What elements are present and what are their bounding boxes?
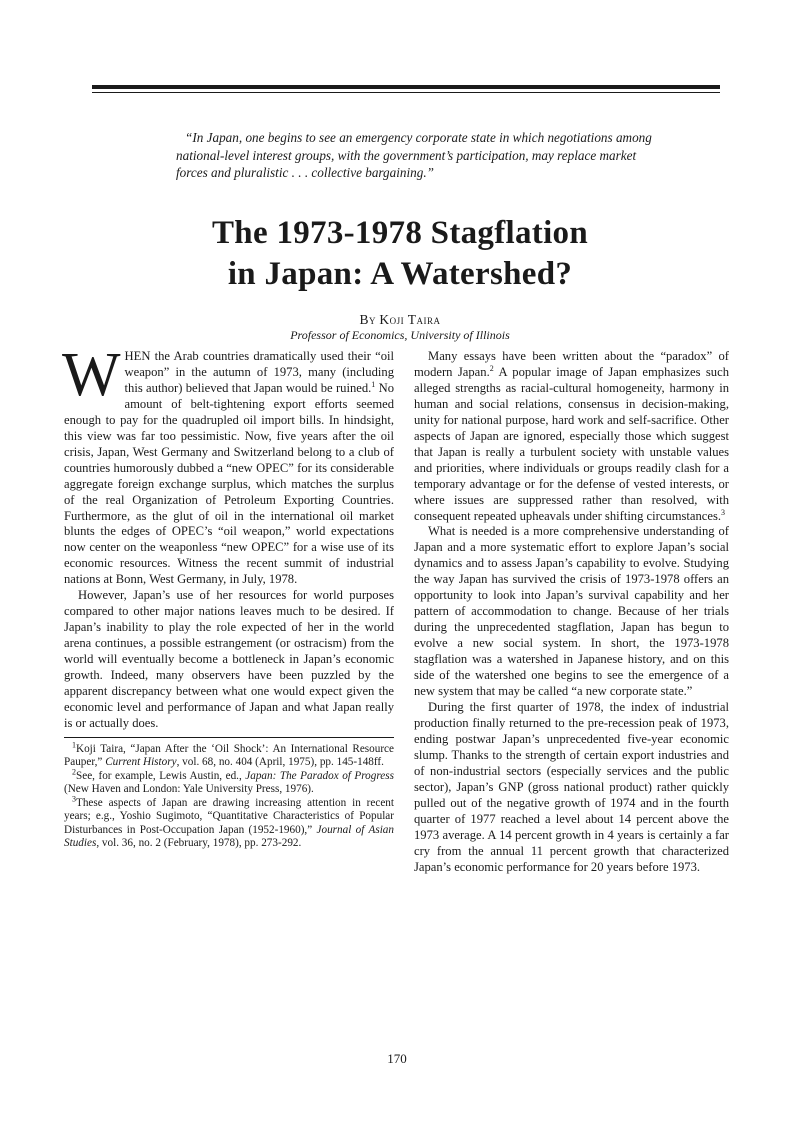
footnote-1 [64, 740, 394, 770]
article-title-line-2: in Japan: A Watershed? [227, 256, 573, 292]
footnote-ref: 2 [489, 363, 494, 373]
paragraph-text: No amount of belt-tightening export efforts seemed enough to pay for the quadrupled oil import bills. In hindsight, this view was far too pessimistic. Now, five years after the oil crisis, Japan, West Germany and Switzerland belong to a club of countries humorously dubbed a “new OPEC” for its considerable aggregate foreign exchange surplus, which matches the surplus of the real Organization of Petroleum Exporting Countries. Furthermore, as the glut of oil in the international oil market blunts the edges of OPEC’s “oil weapon,” world expectations now center on the weaponless “new OPEC” for a wise use of its economic resources. Witness the recent summit of industrial nations at Bonn, West Germany, in July, 1978. [64, 380, 394, 587]
byline [200, 312, 600, 328]
footnote-text: (New Haven and London: Yale University Press, 1976). [64, 783, 314, 796]
paragraph-text: A popular image of Japan emphasizes such alleged strengths as racial-cultural homogeneity, harmony in human and social relations, consensus in decision-making, unity for national purpose, hard work and self-sacrifice. Other aspects of Japan are ignored, especially those which suggest that Japan is really a turbulent society with unstable values and priorities, where individuals or groups readily clash for a temporary advantage or for the defense of vested interests, or where issues are suppressed rather than resolved, with consequent repeated upheavals under shifting circumstances. [414, 364, 729, 523]
header-rule-thin [92, 92, 720, 93]
footnote-number: 1 [72, 740, 76, 750]
body-paragraph [414, 349, 729, 524]
article-title [150, 213, 650, 295]
footnote-text: , vol. 68, no. 404 (April, 1975), pp. 145-148ff. [176, 756, 384, 769]
author-affiliation: Professor of Economics, University of Illinois [290, 328, 510, 342]
body-paragraph: During the first quarter of 1978, the index of industrial production finally returned to the pre-recession peak of 1973, ending postwar Japan’s unprecedented five-year economic slump. Thanks to the strength of certain export industries and of non-industrial sectors (especially services and the public sector), Japan’s GNP (gross national product) rather quickly pulled out of the negative growth of 1974 and in the fourth quarter of 1977 reached a level about 14 percent above the 1973 average. A 14 percent growth in 4 years is certainly a far cry from the annual 11 percent growth that characterized Japan’s economic performance for 20 years before 1973. [414, 699, 729, 874]
left-column [62, 341, 394, 851]
footnote-italic: Japan: The Paradox of Progress [245, 769, 394, 782]
right-column [414, 349, 729, 875]
epigraph-quote: “In Japan, one begins to see an emergency corporate state in which negotiations among national-level interest groups, with the government’s participation, may replace market forces and pluralistic . . . collective bargaining.” [176, 130, 652, 180]
footnote-3 [64, 794, 394, 851]
footnote-text: , vol. 36, no. 2 (February, 1978), pp. 273-292. [96, 837, 302, 850]
footnote-number: 3 [72, 794, 76, 804]
footnote-divider [64, 737, 394, 738]
footnote-2 [64, 767, 394, 797]
body-paragraph: However, Japan’s use of her resources for world purposes compared to other major nations leaves much to be desired. If Japan’s inability to play the role expected of her in the world arena continues, a possible estrangement (or ostracism) from the world will eventually become a bottleneck in Japan’s economic growth. Indeed, many observers have been puzzled by the apparent discrepancy between what one would expect given the economic level and performance of Japan and what Japan really is or actually does. [64, 588, 394, 730]
footnote-ref: 1 [371, 379, 376, 389]
footnote-text: These aspects of Japan are drawing increasing attention in recent years; e.g., Yoshio Sugimoto, “Quantitative Characteristics of Popular Disturbances in Post-Occupation Japan (1952-1960),” [64, 796, 394, 836]
footnote-ref: 3 [721, 507, 726, 517]
drop-cap: W [62, 341, 121, 409]
footnote-text: Koji Taira, “Japan After the ‘Oil Shock’: An International Resource Pauper,” [64, 742, 394, 769]
body-paragraph [62, 341, 394, 588]
page-number: 170 [387, 1051, 407, 1066]
footnote-text: See, for example, Lewis Austin, ed., [76, 769, 246, 782]
footnote-italic: Journal of Asian Studies [64, 823, 394, 850]
author-name: Koji Taira [379, 312, 441, 327]
paragraph-text: Many essays have been written about the “paradox” of modern Japan. [414, 349, 729, 379]
paragraph-text: HEN the Arab countries dramatically used their “oil weapon” in the autumn of 1973, many (including this author) believed that Japan would be ruined. [124, 349, 394, 395]
byline-prefix: By [359, 312, 376, 327]
article-title-line-1: The 1973-1978 Stagflation [211, 215, 588, 251]
footnote-number: 2 [72, 767, 76, 777]
body-paragraph: What is needed is a more comprehensive understanding of Japan and a more systematic effort to explore Japan’s social dynamics and to assess Japan’s capability to evolve. Studying the way Japan has survived the crisis of 1973-1978 offers an opportunity to look into Japan’s survival capability and her pattern of accommodation to change. Because of her trials during the unprecedented stagflation, Japan has begun to evolve a new social system. In short, the 1973-1978 stagflation was a watershed in Japanese history, and on this side of the watershed one begins to see the emergence of a new system that may be called “a new corporate state.” [414, 524, 729, 699]
header-rule-thick [92, 85, 720, 89]
footnote-italic: Current History [105, 756, 177, 769]
